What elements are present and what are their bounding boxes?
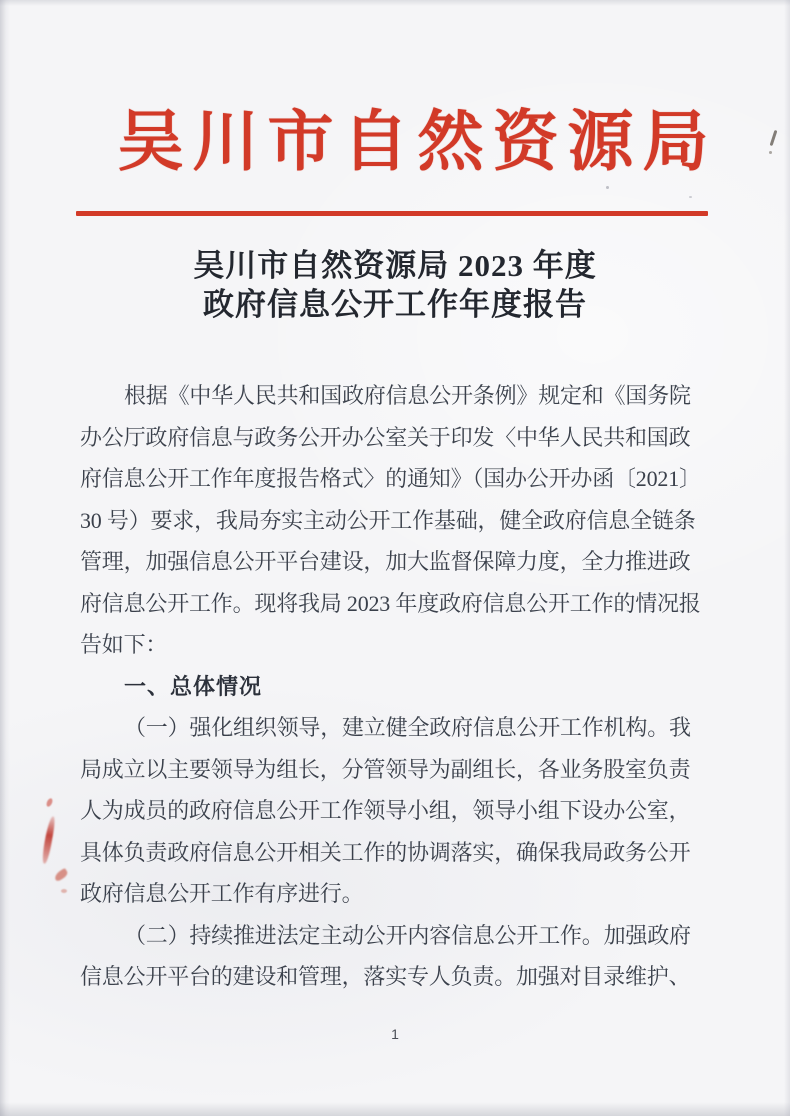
text-line: 管理，加强信息公开平台建设，加大监督保障力度，全力推进政 bbox=[80, 549, 691, 574]
document-title bbox=[0, 246, 790, 324]
document-body bbox=[80, 375, 712, 998]
text-line: 政府信息公开工作有序进行。 bbox=[80, 881, 364, 906]
text-line: 根据《中华人民共和国政府信息公开条例》规定和《国务院 bbox=[124, 383, 691, 408]
text-line: 告如下： bbox=[80, 632, 168, 657]
text-line: （一）强化组织领导，建立健全政府信息公开工作机构。我 bbox=[124, 715, 691, 740]
page-number: 1 bbox=[391, 1026, 399, 1042]
text-line: 人为成员的政府信息公开工作领导小组，领导小组下设办公室， bbox=[80, 798, 691, 823]
section-heading-overall-situation: 一、总体情况 bbox=[124, 673, 263, 699]
red-ink-smudge bbox=[53, 868, 69, 882]
paragraph-intro bbox=[80, 375, 712, 666]
red-ink-smudge bbox=[41, 816, 56, 864]
text-line: 30 号）要求，我局夯实主动公开工作基础，健全政府信息全链条 bbox=[80, 507, 696, 533]
text-line: （二）持续推进法定主动公开内容信息公开工作。加强政府 bbox=[124, 922, 691, 948]
scan-speck bbox=[689, 196, 692, 198]
scan-edge-shadow-bottom bbox=[0, 1102, 790, 1116]
document-title-line1: 吴川市自然资源局 2023 年度 bbox=[193, 248, 597, 283]
red-ink-speck bbox=[45, 797, 53, 807]
text-line: 府信息公开工作年度报告格式〉的通知》（国办公开办函〔2021〕 bbox=[80, 466, 701, 491]
red-ink-speck bbox=[61, 889, 67, 893]
letterhead-org-name: 吴川市自然资源局 bbox=[117, 106, 718, 179]
scan-speck bbox=[606, 186, 609, 189]
paragraph-item-1 bbox=[80, 707, 712, 915]
letterhead-divider bbox=[76, 211, 708, 216]
document-title-line2: 政府信息公开工作年度报告 bbox=[203, 287, 587, 322]
text-line: 办公厅政府信息与政务公开办公室关于印发〈中华人民共和国政 bbox=[80, 424, 691, 450]
text-line: 府信息公开工作。现将我局 2023 年度政府信息公开工作的情况报 bbox=[80, 590, 701, 616]
text-line: 信息公开平台的建设和管理，落实专人负责。加强对目录维护、 bbox=[80, 964, 691, 989]
scan-edge-shadow-top bbox=[0, 0, 790, 6]
text-line: 局成立以主要领导为组长，分管领导为副组长，各业务股室负责 bbox=[80, 756, 691, 782]
paragraph-item-2 bbox=[80, 915, 712, 998]
text-line: 具体负责政府信息公开相关工作的协调落实，确保我局政务公开 bbox=[80, 839, 691, 865]
